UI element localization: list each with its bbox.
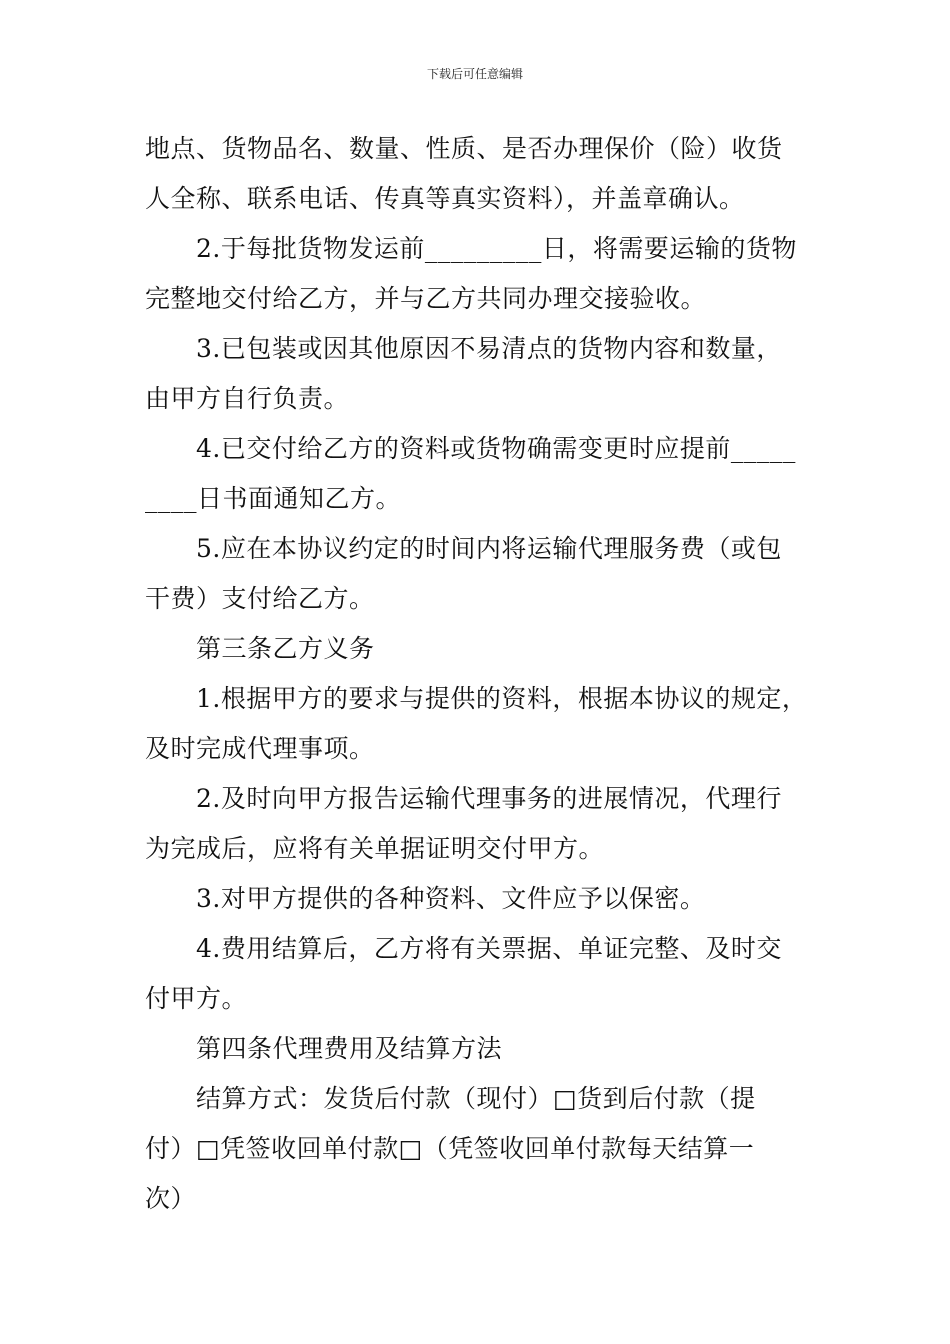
body-line: 付甲方。 — [145, 984, 248, 1013]
body-line: 3.对甲方提供的各种资料、文件应予以保密。 — [196, 884, 706, 913]
body-line: 2.及时向甲方报告运输代理事务的进展情况，代理行 — [196, 784, 782, 813]
body-line: 次） — [145, 1184, 197, 1213]
body-line: 2.于每批货物发运前_________日，将需要运输的货物 — [196, 234, 797, 263]
section-heading: 第四条代理费用及结算方法 — [196, 1034, 503, 1063]
body-line: 5.应在本协议约定的时间内将运输代理服务费（或包 — [196, 534, 782, 563]
body-line: 为完成后，应将有关单据证明交付甲方。 — [145, 834, 605, 863]
body-line: 付）□凭签收回单付款□（凭签收回单付款每天结算一 — [145, 1134, 755, 1163]
body-line: 结算方式：发货后付款（现付）□货到后付款（提 — [196, 1084, 756, 1113]
body-line: ____日书面通知乙方。 — [145, 484, 402, 513]
body-line: 干费）支付给乙方。 — [145, 584, 375, 613]
page-header-note: 下载后可任意编辑 — [426, 67, 523, 81]
body-line: 4.已交付给乙方的资料或货物确需变更时应提前_____ — [196, 434, 796, 463]
section-heading: 第三条乙方义务 — [196, 634, 375, 663]
body-line: 4.费用结算后，乙方将有关票据、单证完整、及时交 — [196, 934, 782, 963]
body-line: 3.已包装或因其他原因不易清点的货物内容和数量， — [196, 334, 782, 363]
body-line: 1.根据甲方的要求与提供的资料，根据本协议的规定， — [196, 684, 808, 713]
body-line: 完整地交付给乙方，并与乙方共同办理交接验收。 — [145, 284, 707, 313]
body-line: 人全称、联系电话、传真等真实资料），并盖章确认。 — [145, 184, 745, 213]
body-line: 由甲方自行负责。 — [145, 384, 350, 413]
body-line: 及时完成代理事项。 — [145, 734, 375, 763]
body-line: 地点、货物品名、数量、性质、是否办理保价（险）收货 — [145, 134, 783, 163]
